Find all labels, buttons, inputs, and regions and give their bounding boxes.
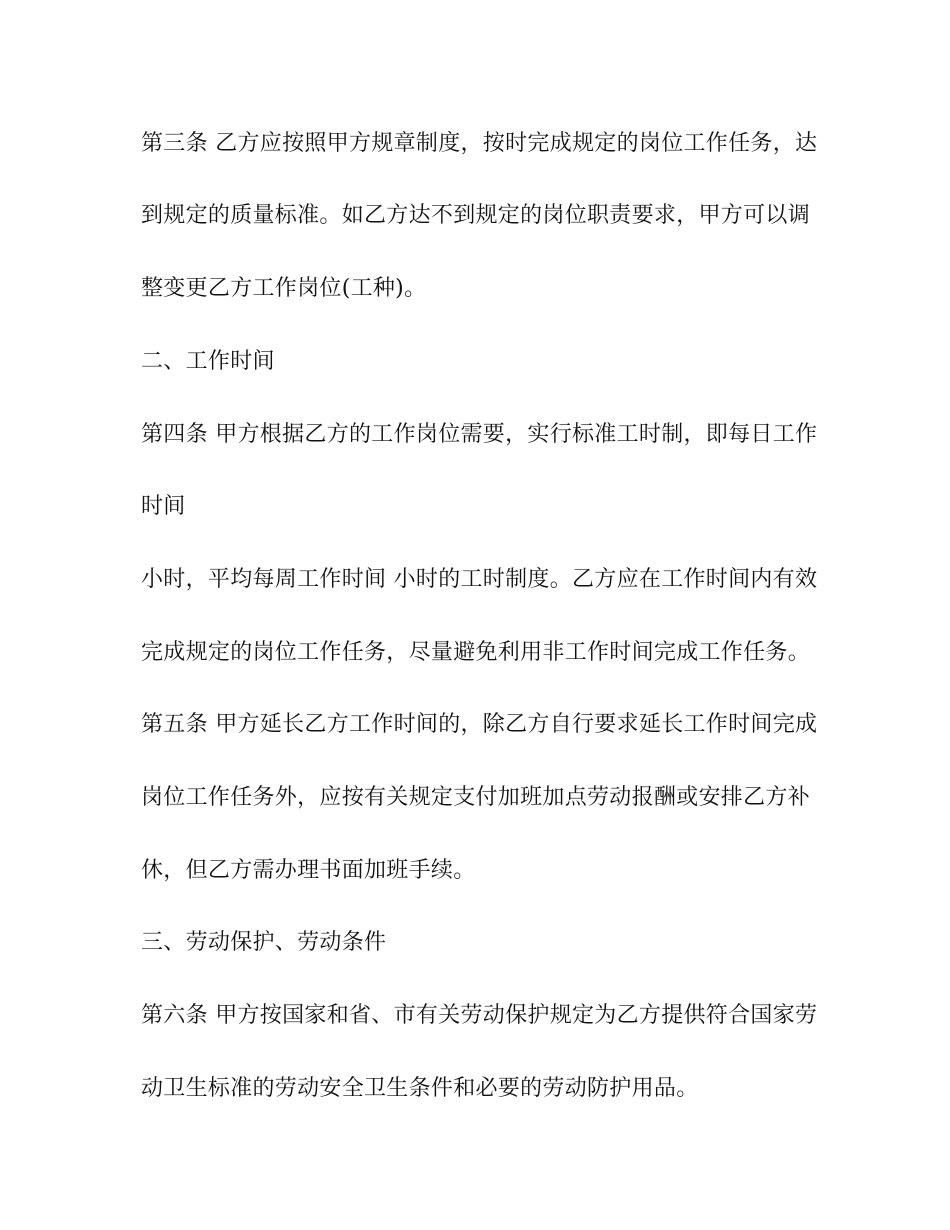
paragraph-line: 第三条 乙方应按照甲方规章制度，按时完成规定的岗位工作任务，达 (141, 131, 818, 156)
paragraph-line: 第五条 甲方延长乙方工作时间的，除乙方自行要求延长工作时间完成 (141, 712, 818, 737)
paragraph-line: 到规定的质量标准。如乙方达不到规定的岗位职责要求，甲方可以调 (141, 203, 811, 228)
paragraph-line: 小时，平均每周工作时间 小时的工时制度。乙方应在工作时间内有效 (141, 567, 818, 592)
paragraph-line: 完成规定的岗位工作任务，尽量避免利用非工作时间完成工作任务。 (141, 640, 811, 665)
paragraph-line: 岗位工作任务外，应按有关规定支付加班加点劳动报酬或安排乙方补 (141, 785, 811, 810)
paragraph-line: 整变更乙方工作岗位(工种)。 (141, 276, 427, 301)
paragraph-line: 休，但乙方需办理书面加班手续。 (141, 858, 476, 883)
section-heading: 二、工作时间 (141, 349, 275, 374)
paragraph-line: 第四条 甲方根据乙方的工作岗位需要，实行标准工时制，即每日工作 (141, 422, 818, 447)
paragraph-line: 第六条 甲方按国家和省、市有关劳动保护规定为乙方提供符合国家劳 (141, 1003, 818, 1028)
section-heading: 三、劳动保护、劳动条件 (141, 930, 387, 955)
paragraph-line: 动卫生标准的劳动安全卫生条件和必要的劳动防护用品。 (141, 1076, 699, 1101)
paragraph-line: 时间 (141, 494, 186, 519)
